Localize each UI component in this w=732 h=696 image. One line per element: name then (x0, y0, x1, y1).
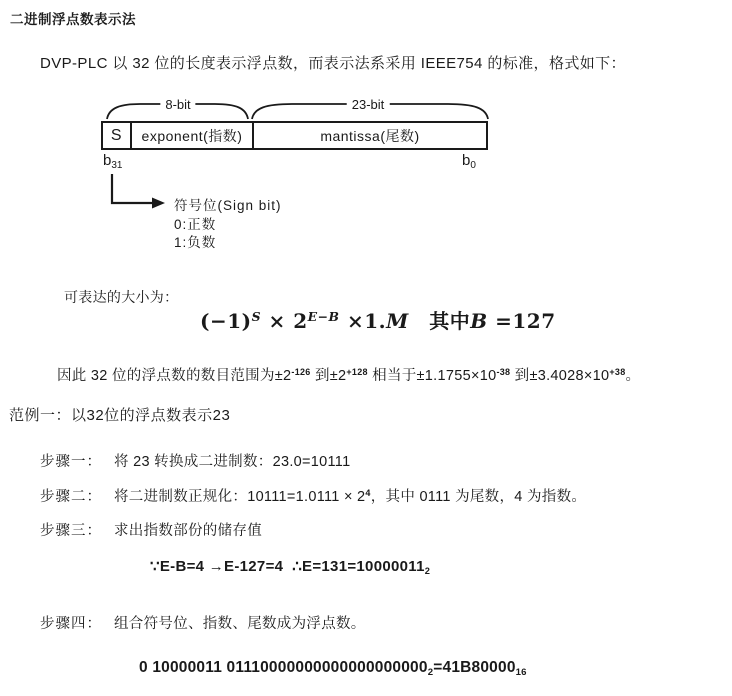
example-title: 范例一：以32位的浮点数表示23 (9, 407, 231, 424)
exponent-cell: exponent(指数) (132, 123, 254, 148)
step3-label: 步骤三： (40, 523, 102, 539)
sign-cell: S (103, 123, 132, 148)
step2-label: 步骤二： (40, 489, 102, 505)
magnitude-lead: 可表达的大小为： (64, 289, 179, 305)
step4-label: 步骤四： (40, 616, 102, 632)
sign-bit-arrowhead-icon (152, 198, 165, 209)
label-23bit: 23-bit (347, 97, 390, 112)
float-result-line: 0 10000011 011100000000000000000002=41B8000016 (139, 659, 527, 678)
bit31-label: b31 (103, 152, 123, 171)
sign-bit-title: 符号位(Sign bit) (174, 198, 282, 213)
range-paragraph: 因此 32 位的浮点数的数目范围为$\pm 2^{-126}$ 到$\pm 2^{+128}$ 相当于$\pm 1.1755\times 10^{-38}$ 到$\pm 3.4028\times 10^{+38}$。 (57, 367, 641, 384)
step3-text: 求出指数部份的储存值 (114, 523, 262, 539)
mantissa-cell: mantissa(尾数) (320, 127, 420, 144)
bit0-label: b0 (462, 152, 476, 171)
step4-text: 组合符号位、指数、尾数成为浮点数。 (114, 616, 366, 632)
step1-text: 将 23 转换成二进制数：23.0=10111 (114, 454, 351, 470)
sign-bit-arrow-line (112, 174, 152, 203)
bit-field-box (101, 121, 488, 150)
step1-label: 步骤一： (40, 454, 102, 470)
magnitude-formula: $(-1)^S \times 2^{E-B} \times 1.M$ 其中B =127 (200, 309, 556, 333)
page-title: 二进制浮点数表示法 (10, 12, 136, 27)
step2-text: 将二进制数正规化：$10111=1.0111 \times 2^4$，其中 0111 为尾数，4 为指数。 (114, 488, 587, 505)
sign-bit-positive: 0:正数 (174, 217, 217, 232)
sign-bit-negative: 1:负数 (174, 235, 217, 250)
label-8bit: 8-bit (160, 97, 195, 112)
intro-paragraph: DVP-PLC 以 32 位的长度表示浮点数，而表示法系采用 IEEE754 的标准，格式如下： (40, 55, 626, 72)
exponent-calc-line: ∵E-B=4 →E-127=4 ∴E=131=100000112 (150, 558, 431, 576)
